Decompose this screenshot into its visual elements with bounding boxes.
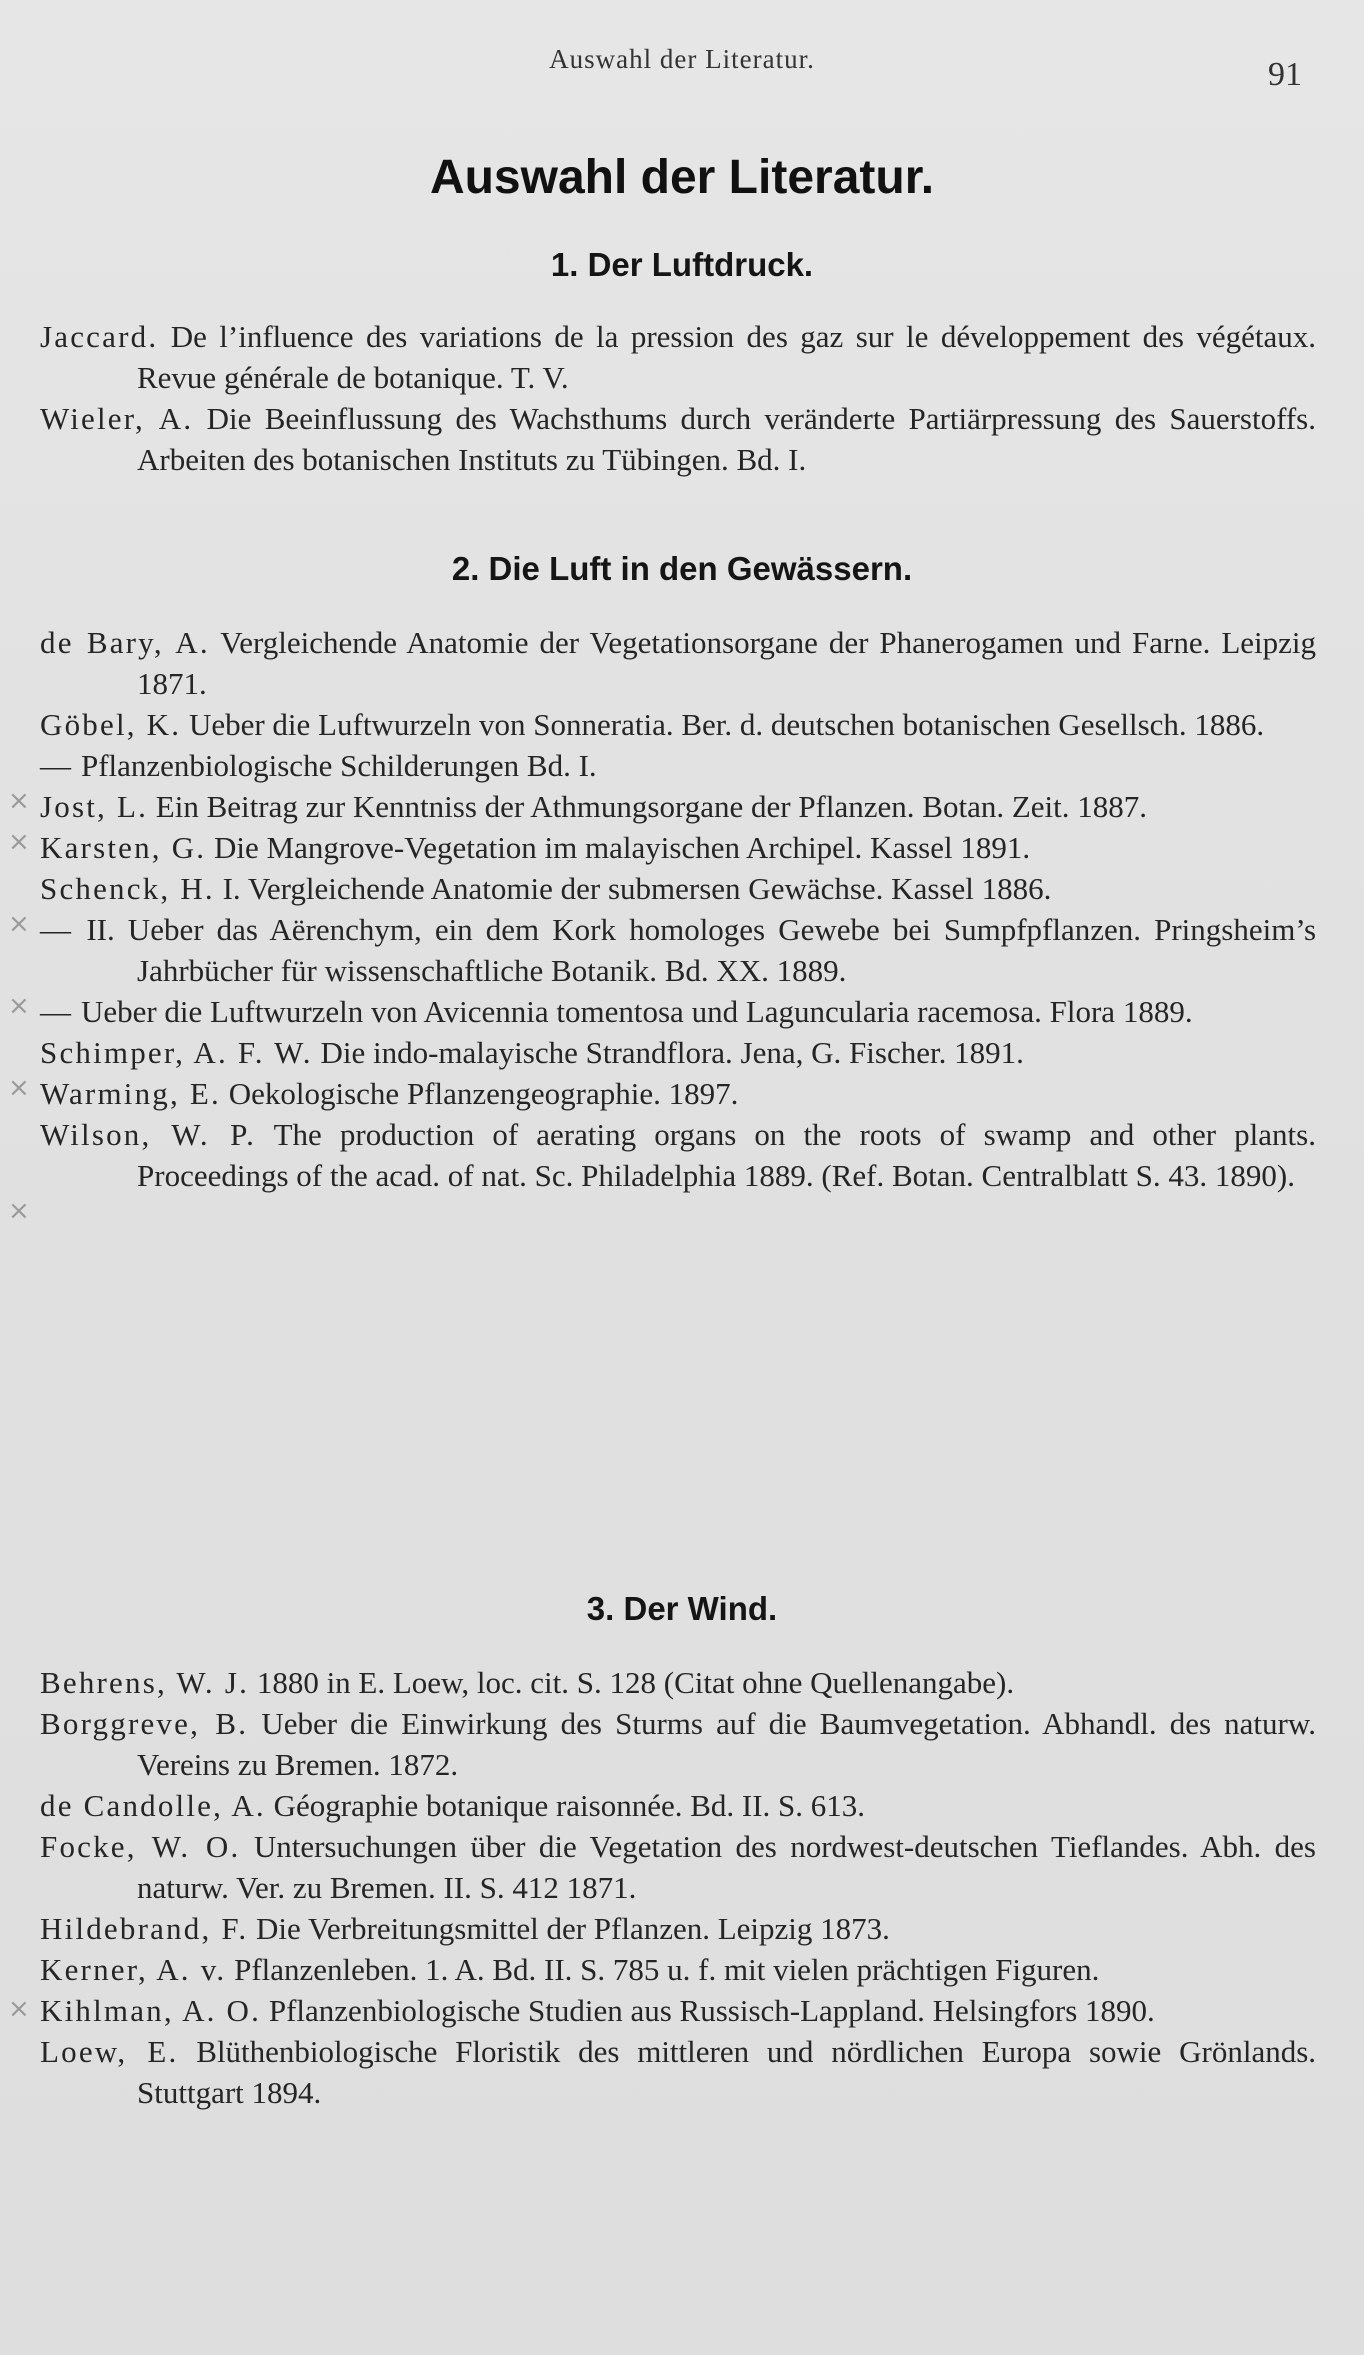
entry-text: Die indo-malayische Strandflora. Jena, G. Fischer. 1891. [320,1035,1024,1070]
pencil-cross-mark: × [8,1196,30,1226]
running-head: Auswahl der Literatur. [549,44,815,74]
entry-text: Oekologische Pflanzengeographie. 1897. [228,1076,739,1111]
entry-text: Ueber die Luftwurzeln von Sonneratia. Ber. d. deutschen botanischen Gesellsch. 1886. [188,707,1265,742]
entry-text: Vergleichende Anatomie der Vegetationsorgane der Phanerogamen und Farne. Leipzig 1871. [137,625,1317,701]
bibliography-entry [40,622,1316,704]
entry-text: 1880 in E. Loew, loc. cit. S. 128 (Citat ohne Quellenangabe). [256,1665,1015,1700]
bibliography-entry [40,786,1316,827]
entry-text: Die Beeinflussung des Wachsthums durch veränderte Partiärpressung des Sauerstoffs. Arbeiten des botanischen Instituts zu Tübingen. Bd. I. [137,401,1316,477]
entry-text: Ueber die Luftwurzeln von Avicennia tomentosa und Laguncularia racemosa. Flora 1889. [80,994,1193,1029]
entry-text: Die Verbreitungsmittel der Pflanzen. Leipzig 1873. [256,1911,890,1946]
entry-text: Pflanzenbiologische Schilderungen Bd. I. [80,748,597,783]
entry-author: — [40,994,74,1029]
entry-author: Schimper, A. F. W. [40,1035,313,1070]
bibliography-entry [40,1826,1316,1908]
entry-author: Hildebrand, F. [40,1911,249,1946]
pencil-cross-mark: × [8,827,30,857]
entry-text: The production of aerating organs on the roots of swamp and other plants. Proceedings of the acad. of nat. Sc. Philadelphia 1889. (Ref. Botan. Centralblatt S. 43. 1890). [137,1117,1316,1193]
bibliography-entry [40,704,1316,745]
section-luftdruck [40,316,1316,480]
entry-author: Göbel, K. [40,707,182,742]
pencil-cross-mark: × [8,786,30,816]
pencil-cross-mark: × [8,1994,30,2024]
entry-text: Die Mangrove-Vegetation im malayischen Archipel. Kassel 1891. [214,830,1031,865]
section-heading-luftdruck: 1. Der Luftdruck. [550,246,814,283]
entry-author: Kihlman, A. O. [40,1993,262,2028]
entry-author: Jost, L. [40,789,149,824]
entry-author: Borggreve, B. [40,1706,249,1741]
section-wind [40,1662,1316,2113]
entry-text: II. Ueber das Aërenchym, ein dem Kork homologes Gewebe bei Sumpfpflanzen. Pringsheim’s Jahrbücher für wissenschaftliche Botanik. Bd. XX. 1889. [86,912,1317,988]
bibliography-entry [40,398,1316,480]
entry-text: Untersuchungen über die Vegetation des nordwest-deutschen Tieflandes. Abh. des naturw. Ver. zu Bremen. II. S. 412 1871. [137,1829,1316,1905]
entry-author: — [40,748,74,783]
bibliography-entry [40,1785,1316,1826]
entry-author: de Candolle, A. [40,1788,266,1823]
entry-author: Schenck, H. [40,871,215,906]
entry-text: I. Vergleichende Anatomie der submersen Gewächse. Kassel 1886. [222,871,1052,906]
section-heading-wind: 3. Der Wind. [586,1590,778,1627]
entry-author: — [40,912,74,947]
bibliography-entry [40,2031,1316,2113]
entry-author: Focke, W. O. [40,1829,241,1864]
bibliography-entry [40,1032,1316,1073]
bibliography-entry [40,909,1316,991]
entry-text: Blüthenbiologische Floristik des mittleren und nördlichen Europa sowie Grönlands. Stuttgart 1894. [137,2034,1317,2110]
bibliography-entry [40,1990,1316,2031]
entry-author: Wieler, A. [40,401,194,436]
bibliography-entry [40,1949,1316,1990]
pencil-cross-mark: × [8,1073,30,1103]
bibliography-entry [40,827,1316,868]
entry-author: Loew, E. [40,2034,179,2069]
section-heading-luft-in-gewaessern: 2. Die Luft in den Gewässern. [451,550,913,587]
entry-author: de Bary, A. [40,625,210,660]
bibliography-entry [40,1114,1316,1196]
pencil-cross-mark: × [8,991,30,1021]
bibliography-entry [40,1703,1316,1785]
bibliography-entry [40,316,1316,398]
bibliography-entry [40,991,1316,1032]
bibliography-entry [40,1908,1316,1949]
entry-text: De l’influence des variations de la pression des gaz sur le développement des végétaux. Revue générale de botanique. T. V. [137,319,1317,395]
entry-author: Jaccard. [40,319,159,354]
page-number: 91 [1268,56,1302,93]
entry-text: Pflanzenbiologische Studien aus Russisch-Lappland. Helsingfors 1890. [268,1993,1155,2028]
entry-author: Wilson, W. P. [40,1117,257,1152]
bibliography-entry [40,868,1316,909]
bibliography-entry [40,745,1316,786]
entry-author: Behrens, W. J. [40,1665,250,1700]
page-title: Auswahl der Literatur. [429,151,935,204]
entry-author: Kerner, A. v. [40,1952,227,1987]
entry-author: Warming, E. [40,1076,221,1111]
entry-text: Géographie botanique raisonnée. Bd. II. S. 613. [273,1788,866,1823]
entry-text: Pflanzenleben. 1. A. Bd. II. S. 785 u. f. mit vielen prächtigen Figuren. [234,1952,1100,1987]
entry-text: Ueber die Einwirkung des Sturms auf die Baumvegetation. Abhandl. des naturw. Vereins zu Bremen. 1872. [137,1706,1316,1782]
bibliography-entry [40,1662,1316,1703]
pencil-cross-mark: × [8,909,30,939]
entry-text: Ein Beitrag zur Kenntniss der Athmungsorgane der Pflanzen. Botan. Zeit. 1887. [155,789,1147,824]
entry-author: Karsten, G. [40,830,207,865]
bibliography-entry [40,1073,1316,1114]
section-luft-in-gewaessern [40,622,1316,1196]
